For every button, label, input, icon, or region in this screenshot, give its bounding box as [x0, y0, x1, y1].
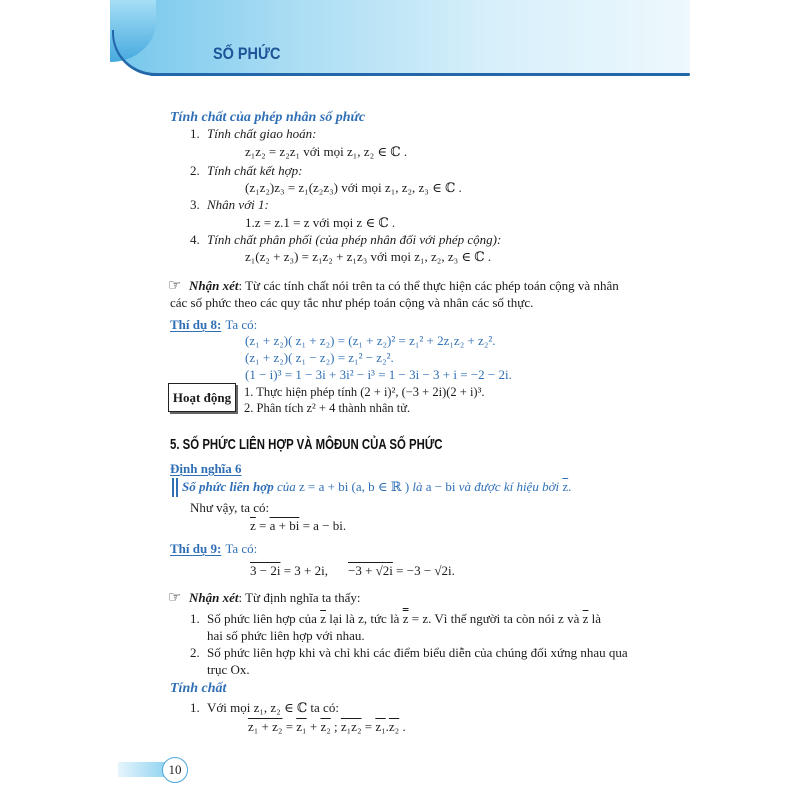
example-8-heading: [170, 316, 257, 333]
definition-math: a − bi: [425, 479, 456, 494]
page-number: 10: [162, 757, 188, 783]
formula-bar: z₂: [320, 719, 331, 734]
definition-end: .: [568, 479, 572, 494]
chapter-banner-curve: [112, 30, 158, 76]
mult-prop-formula-4: z₁(z₂ + z₃) = z₁z₂ + z₁z₃ với mọi z₁, z₂, z₃ ∈ ℂ .: [245, 249, 492, 264]
mult-prop-item-3: [190, 196, 269, 213]
formula-text: = a − bi.: [299, 518, 347, 533]
definition-symbol: $\overline{z}$: [562, 479, 569, 494]
remark-2-item-2-line-1: [190, 644, 628, 661]
formula-bar: z₁z₂: [340, 719, 362, 734]
formula-text: .: [399, 719, 406, 734]
conjugate-intro: Như vậy, ta có:: [190, 500, 270, 515]
formula-text: .: [385, 719, 389, 734]
formula-text: =: [282, 719, 297, 734]
remark-1-line-1: [168, 277, 619, 294]
section-5-heading: 5. SỐ PHỨC LIÊN HỢP VÀ MÔĐUN CỦA SỐ PHỨC: [170, 436, 443, 453]
example-8-line-3: (1 − i)³ = 1 − 3i + 3i² − i³ = 1 − 3i − 3 + i = −2 − 2i.: [245, 367, 512, 382]
activity-box: [168, 383, 236, 412]
remark-item-text: = z. Vì thế người ta còn nói z và: [408, 611, 583, 626]
formula-bar: −3 + √2i: [347, 563, 393, 578]
formula-text: = −3 − √2i.: [392, 563, 455, 578]
item-number: 4.: [190, 232, 200, 247]
example-label: Thí dụ 9:: [170, 541, 222, 556]
item-number: 3.: [190, 197, 200, 212]
formula-text: +: [306, 719, 321, 734]
definition-math: z = a + bi (a, b ∈ ℝ ): [298, 479, 410, 494]
remark-item-text: Số phức liên hợp khi và chỉ khi các điểm biểu diễn của chúng đối xứng nhau qua: [207, 645, 628, 660]
formula-text: = 3 + 2i,: [280, 563, 328, 578]
pointing-hand-icon: [168, 589, 189, 606]
remark-item-text: là: [588, 611, 602, 626]
mult-prop-item-1: [190, 125, 316, 142]
conj-prop-item-1: [190, 699, 339, 716]
conj-prop-text: Với mọi z₁, z₂ ∈ ℂ ta có:: [207, 700, 339, 715]
definition-6-text: [182, 478, 571, 495]
mult-prop-item-2: [190, 162, 302, 179]
formula-bar: z₁ + z₂: [248, 719, 283, 734]
conj-prop-formula: [248, 718, 406, 735]
definition-bar: [172, 478, 178, 497]
example-intro: Ta có:: [225, 541, 258, 556]
formula-bar: $\overline{z}$: [320, 611, 326, 626]
formula-bar: z₁: [375, 719, 386, 734]
formula-double-bar: z: [402, 611, 409, 626]
definition-text: là: [409, 479, 426, 494]
chapter-banner: [110, 0, 690, 74]
remark-2-item-2-line-2: trục Ox.: [207, 662, 250, 677]
activity-item-1: 1. Thực hiện phép tính (2 + i)², (−3 + 2i)(2 + i)³.: [244, 385, 485, 399]
example-8-line-1: (z₁ + z₂)( z₁ + z₂) = (z₁ + z₂)² = z₁² + 2z₁z₂ + z₂².: [245, 333, 496, 348]
example-9-heading: [170, 540, 257, 557]
definition-term: Số phức liên hợp: [182, 479, 274, 494]
footer-band: [118, 762, 168, 777]
item-number: 1.: [190, 611, 200, 626]
formula-bar: z₂: [388, 719, 400, 734]
formula-text: =: [361, 719, 376, 734]
definition-text: và được kí hiệu bởi: [455, 479, 563, 494]
mult-prop-formula-1: z₁z₂ = z₂z₁ với mọi z₁, z₂ ∈ ℂ .: [245, 144, 408, 159]
mult-prop-item-4: [190, 231, 501, 248]
formula-bar: $\overline{z}$: [250, 518, 256, 533]
remark-text: : Từ định nghĩa ta thấy:: [238, 590, 361, 605]
remark-item-text: Số phức liên hợp của: [207, 611, 321, 626]
remark-item-text: lại là z, tức là: [326, 611, 403, 626]
chapter-title: SỐ PHỨC: [213, 44, 281, 63]
item-number: 2.: [190, 163, 200, 178]
activity-title: Hoạt động: [172, 390, 232, 405]
mult-prop-label: Tính chất giao hoán:: [207, 126, 317, 141]
formula-bar: z₁: [296, 719, 307, 734]
item-number: 1.: [190, 126, 200, 141]
example-9-formula: [250, 562, 455, 579]
mult-props-heading: Tính chất của phép nhân số phức: [170, 110, 366, 125]
remark-label: Nhận xét: [189, 590, 239, 605]
mult-prop-label: Nhân với 1:: [207, 197, 269, 212]
formula-bar: a + bi: [269, 518, 300, 533]
definition-text: của: [273, 479, 299, 494]
mult-prop-label: Tính chất phân phối (của phép nhân đối với phép cộng):: [207, 232, 502, 247]
conj-props-heading: Tính chất: [170, 681, 227, 696]
remark-label: Nhận xét: [189, 278, 239, 293]
chapter-banner-underline: [150, 73, 690, 76]
item-number: 1.: [190, 700, 200, 715]
remark-2-item-1-line-2: hai số phức liên hợp với nhau.: [207, 628, 365, 643]
activity-item-2: 2. Phân tích z² + 4 thành nhân tử.: [244, 401, 411, 415]
example-label: Thí dụ 8:: [170, 317, 222, 332]
formula-bar: 3 − 2i: [250, 563, 281, 578]
formula-text: =: [255, 518, 270, 533]
formula-bar: $\overline{z}$: [582, 611, 589, 626]
example-8-line-2: (z₁ + z₂)( z₁ − z₂) = z₁² − z₂².: [245, 350, 394, 365]
pointing-hand-icon: [168, 277, 189, 294]
mult-prop-label: Tính chất kết hợp:: [207, 163, 303, 178]
remark-1-line-2: các số phức theo các quy tắc như phép toán cộng và nhân các số thực.: [170, 295, 534, 310]
mult-prop-formula-3: 1.z = z.1 = z với mọi z ∈ ℂ .: [245, 215, 396, 230]
mult-prop-formula-2: (z₁z₂)z₃ = z₁(z₂z₃) với mọi z₁, z₂, z₃ ∈ ℂ .: [245, 180, 462, 195]
conjugate-formula: [250, 517, 346, 534]
remark-2-line: [168, 589, 360, 606]
remark-2-item-1-line-1: [190, 610, 601, 627]
item-number: 2.: [190, 645, 200, 660]
remark-text: : Từ các tính chất nói trên ta có thể thực hiện các phép toán cộng và nhân: [238, 278, 619, 293]
definition-6-label: Định nghĩa 6: [170, 461, 242, 476]
formula-text: ;: [330, 719, 341, 734]
example-intro: Ta có:: [225, 317, 258, 332]
